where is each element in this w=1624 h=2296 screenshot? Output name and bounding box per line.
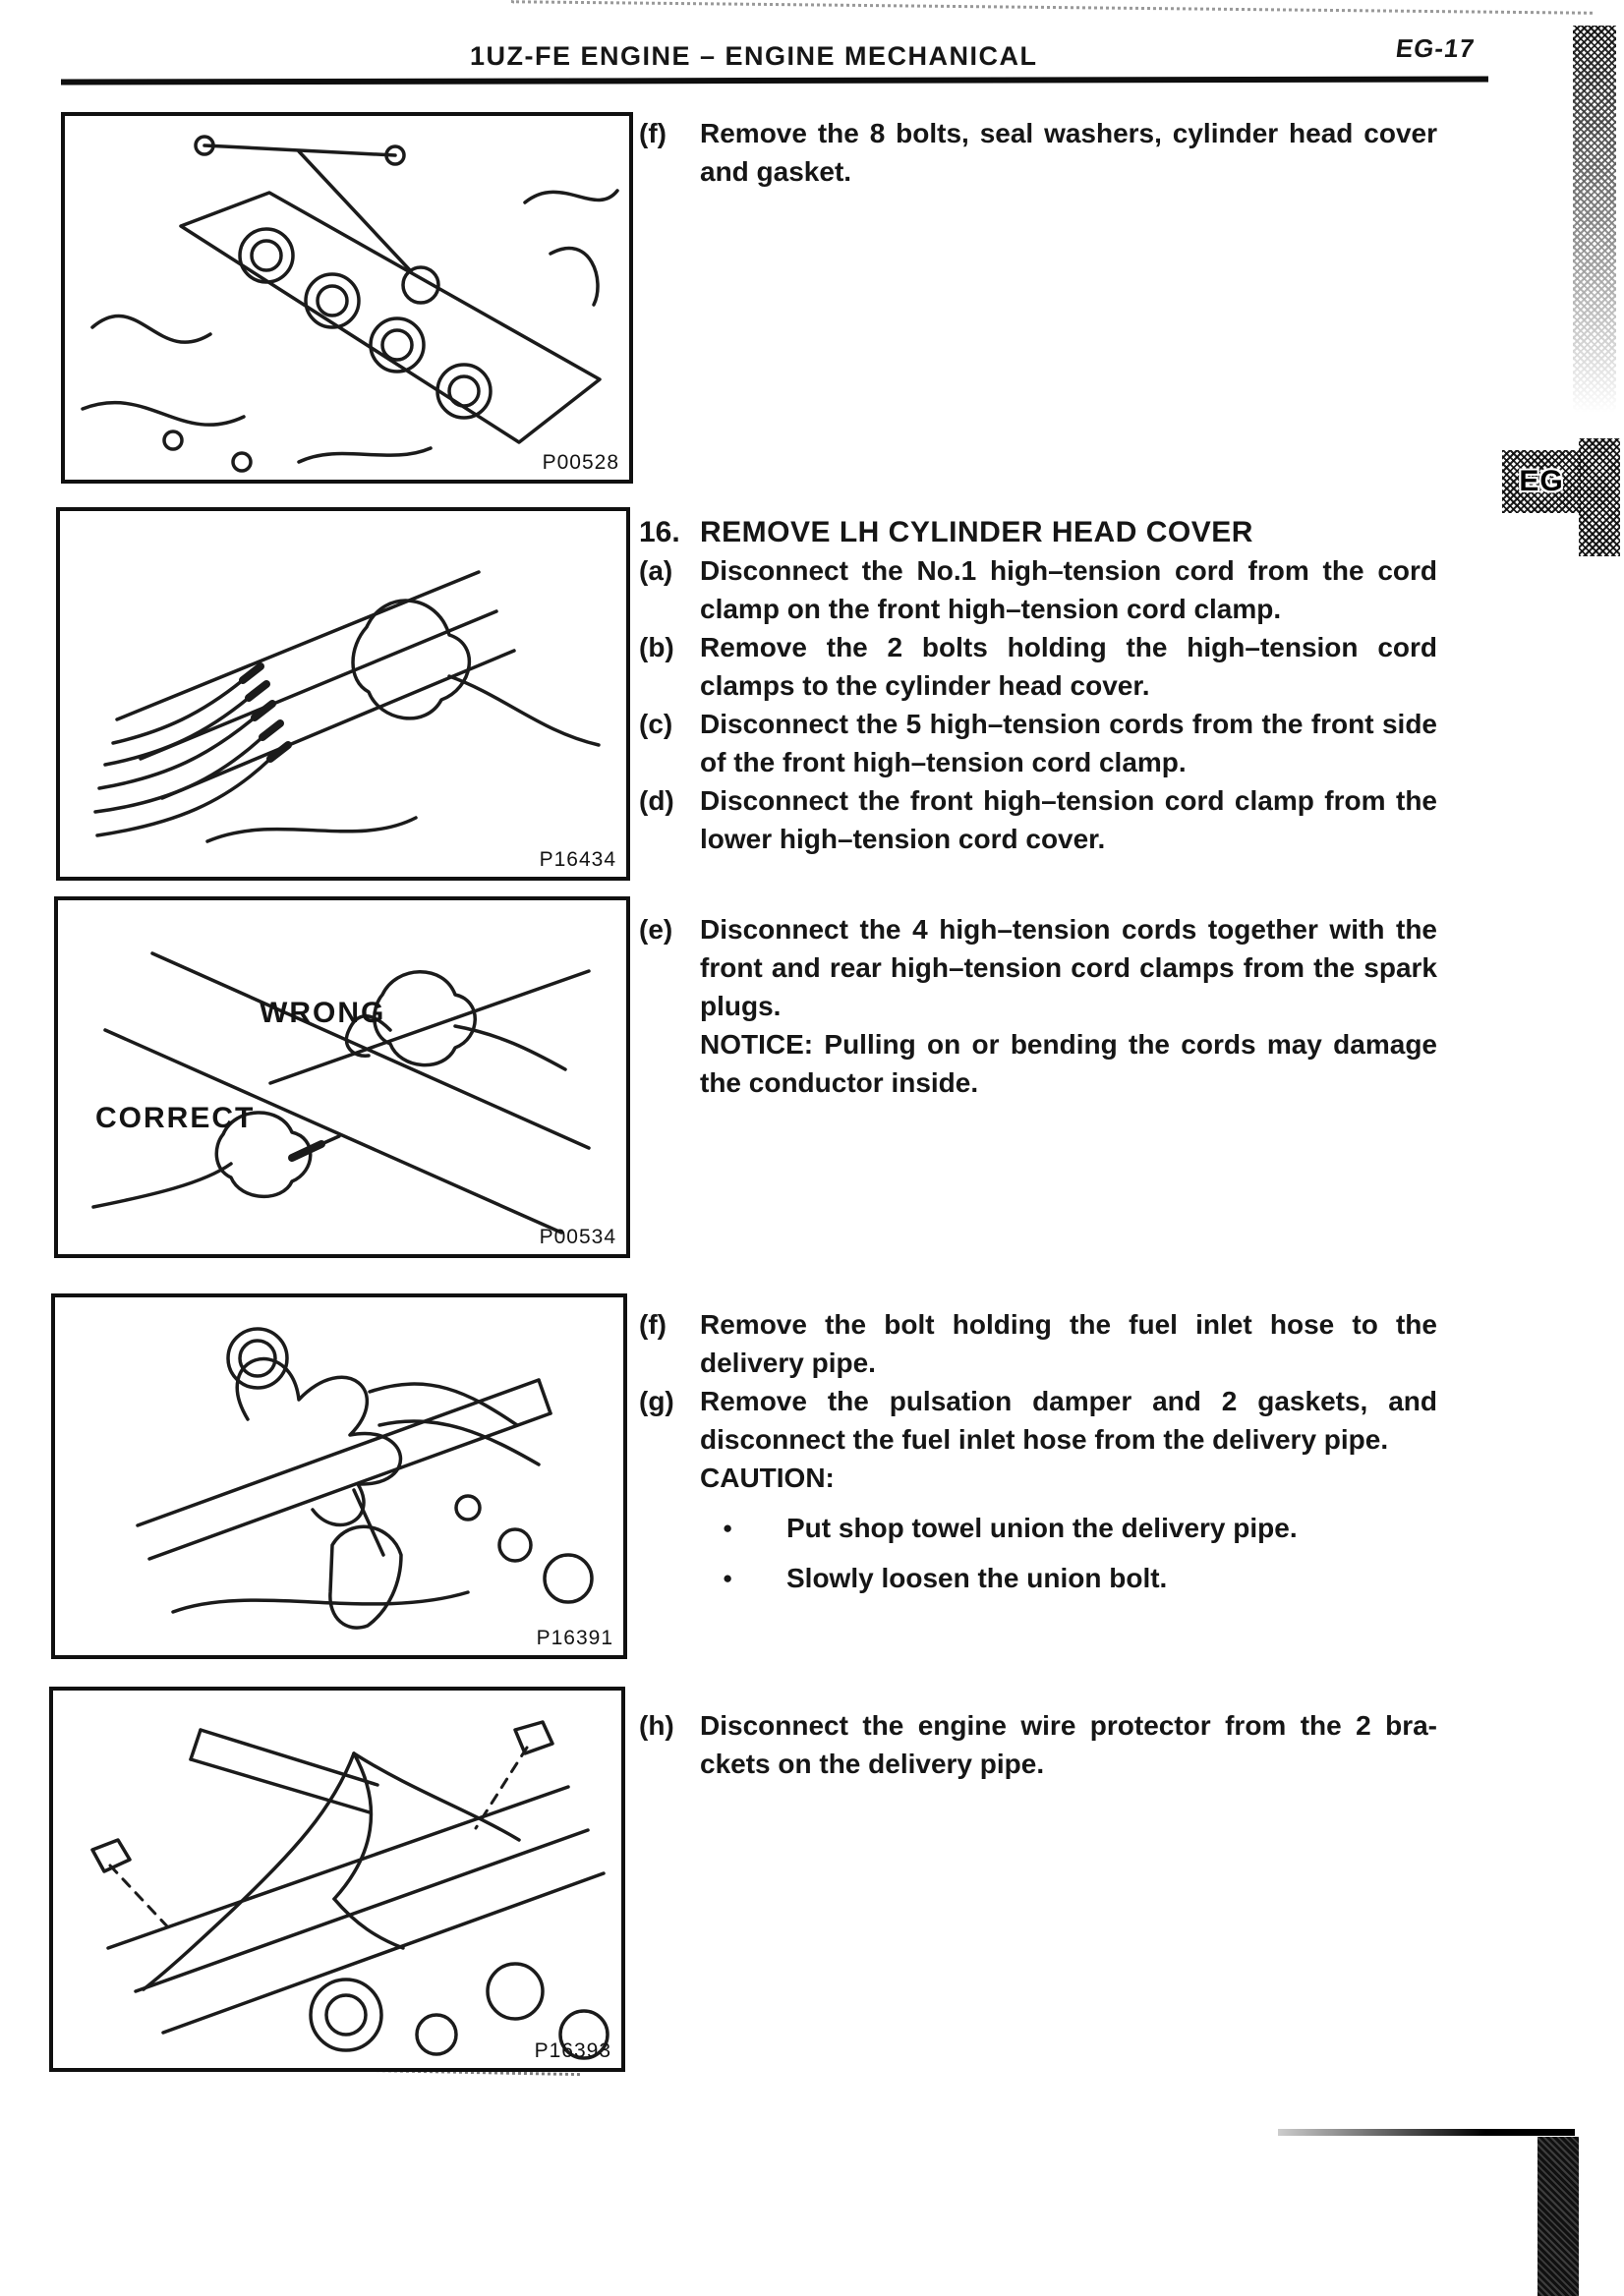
step-text: Remove the bolt holding the fuel inlet hose to the delivery pipe. [700, 1309, 1437, 1378]
step-text: Disconnect the 4 high–tension cords together with the front and rear high–tension cord clamps from the spark plugs. [700, 914, 1437, 1021]
step-h-block [639, 1706, 1440, 1783]
figure-code: P00528 [542, 451, 619, 474]
engine-line-art [60, 511, 626, 877]
step-text: Disconnect the engine wire protector from the 2 bra-ckets on the delivery pipe. [700, 1710, 1437, 1779]
step-text: Remove the 2 bolts holding the high–tension cord clamps to the cylinder head cover. [700, 632, 1437, 701]
step-text: Remove the pulsation damper and 2 gaskets, and disconnect the fuel inlet hose from the delivery pipe. [700, 1386, 1437, 1455]
step-label: (g) [639, 1386, 674, 1416]
step-text: Disconnect the No.1 high–tension cord from the cord clamp on the front high–tension cord clamp. [700, 555, 1437, 624]
scan-mark-bottom-right [1278, 2129, 1575, 2136]
step-label: (d) [639, 785, 674, 816]
procedure-step [639, 705, 1440, 781]
page-number: EG-17 [1394, 33, 1478, 63]
step-label: (a) [639, 555, 673, 586]
step-label: (f) [639, 118, 667, 148]
step-label: (e) [639, 914, 673, 945]
procedure-step [639, 1706, 1440, 1783]
figure-engine-wire-protector [49, 1687, 625, 2072]
steps-fg-block [639, 1305, 1440, 1597]
page-edge-texture-bottom [1537, 2137, 1579, 2296]
procedure-step [639, 628, 1440, 705]
engine-line-art [53, 1691, 621, 2068]
caution-text: Slowly loosen the union bolt. [786, 1563, 1168, 1593]
procedure-step [639, 1305, 1440, 1382]
annotation-correct: CORRECT [95, 1102, 256, 1134]
step-f-top [639, 114, 1440, 191]
annotation-wrong: WRONG [260, 997, 386, 1029]
header-rule [61, 76, 1488, 85]
bullet-icon: ● [723, 1569, 733, 1587]
figure-code: P16393 [534, 2039, 611, 2062]
figure-fuel-inlet-hose-removal [51, 1293, 627, 1659]
step-text: Remove the 8 bolts, seal washers, cylinder head cover and gasket. [700, 118, 1437, 187]
figure-cylinder-head-cover-removal [61, 112, 633, 484]
section-title: REMOVE LH CYLINDER HEAD COVER [700, 516, 1253, 548]
figure-code: P16434 [539, 848, 616, 871]
page-edge-texture-top [1573, 26, 1616, 429]
figure-code: P00534 [539, 1226, 616, 1248]
step-text: Disconnect the front high–tension cord clamp from the lower high–tension cord cover. [700, 785, 1437, 854]
step-label: (h) [639, 1710, 674, 1741]
scan-dotted-line-top [511, 0, 1593, 15]
page-title: 1UZ-FE ENGINE – ENGINE MECHANICAL [470, 41, 1038, 71]
figure-code: P16391 [536, 1627, 613, 1649]
notice-text: NOTICE: Pulling on or bending the cords may damage the conductor inside. [700, 1029, 1437, 1098]
section-tab-eg [1502, 450, 1581, 513]
section-16 [639, 513, 1440, 858]
step-label: (b) [639, 632, 674, 662]
figure-high-tension-cord-disconnect [56, 507, 630, 881]
step-label: (f) [639, 1309, 667, 1340]
engine-line-art [65, 116, 629, 480]
procedure-step [639, 1382, 1440, 1459]
caution-text: Put shop towel union the delivery pipe. [786, 1513, 1298, 1543]
figure-cord-pulling-correct-wrong [54, 896, 630, 1258]
procedure-step [639, 781, 1440, 858]
caution-item [723, 1509, 1440, 1547]
step-e-block [639, 910, 1440, 1102]
caution-item [723, 1559, 1440, 1597]
section-heading [639, 513, 1440, 551]
engine-line-art [58, 900, 626, 1254]
procedure-step [639, 114, 1440, 191]
procedure-step [639, 910, 1440, 1025]
page-edge-texture-mid [1579, 438, 1620, 556]
engine-line-art [55, 1297, 623, 1655]
bullet-icon: ● [723, 1519, 733, 1537]
caution-title: CAUTION: [700, 1463, 835, 1493]
step-label: (c) [639, 709, 673, 739]
procedure-step [639, 551, 1440, 628]
section-number: 16. [639, 516, 680, 548]
step-text: Disconnect the 5 high–tension cords from the front side of the front high–tension cord clamp. [700, 709, 1437, 777]
section-tab-label: EG [1519, 465, 1564, 497]
